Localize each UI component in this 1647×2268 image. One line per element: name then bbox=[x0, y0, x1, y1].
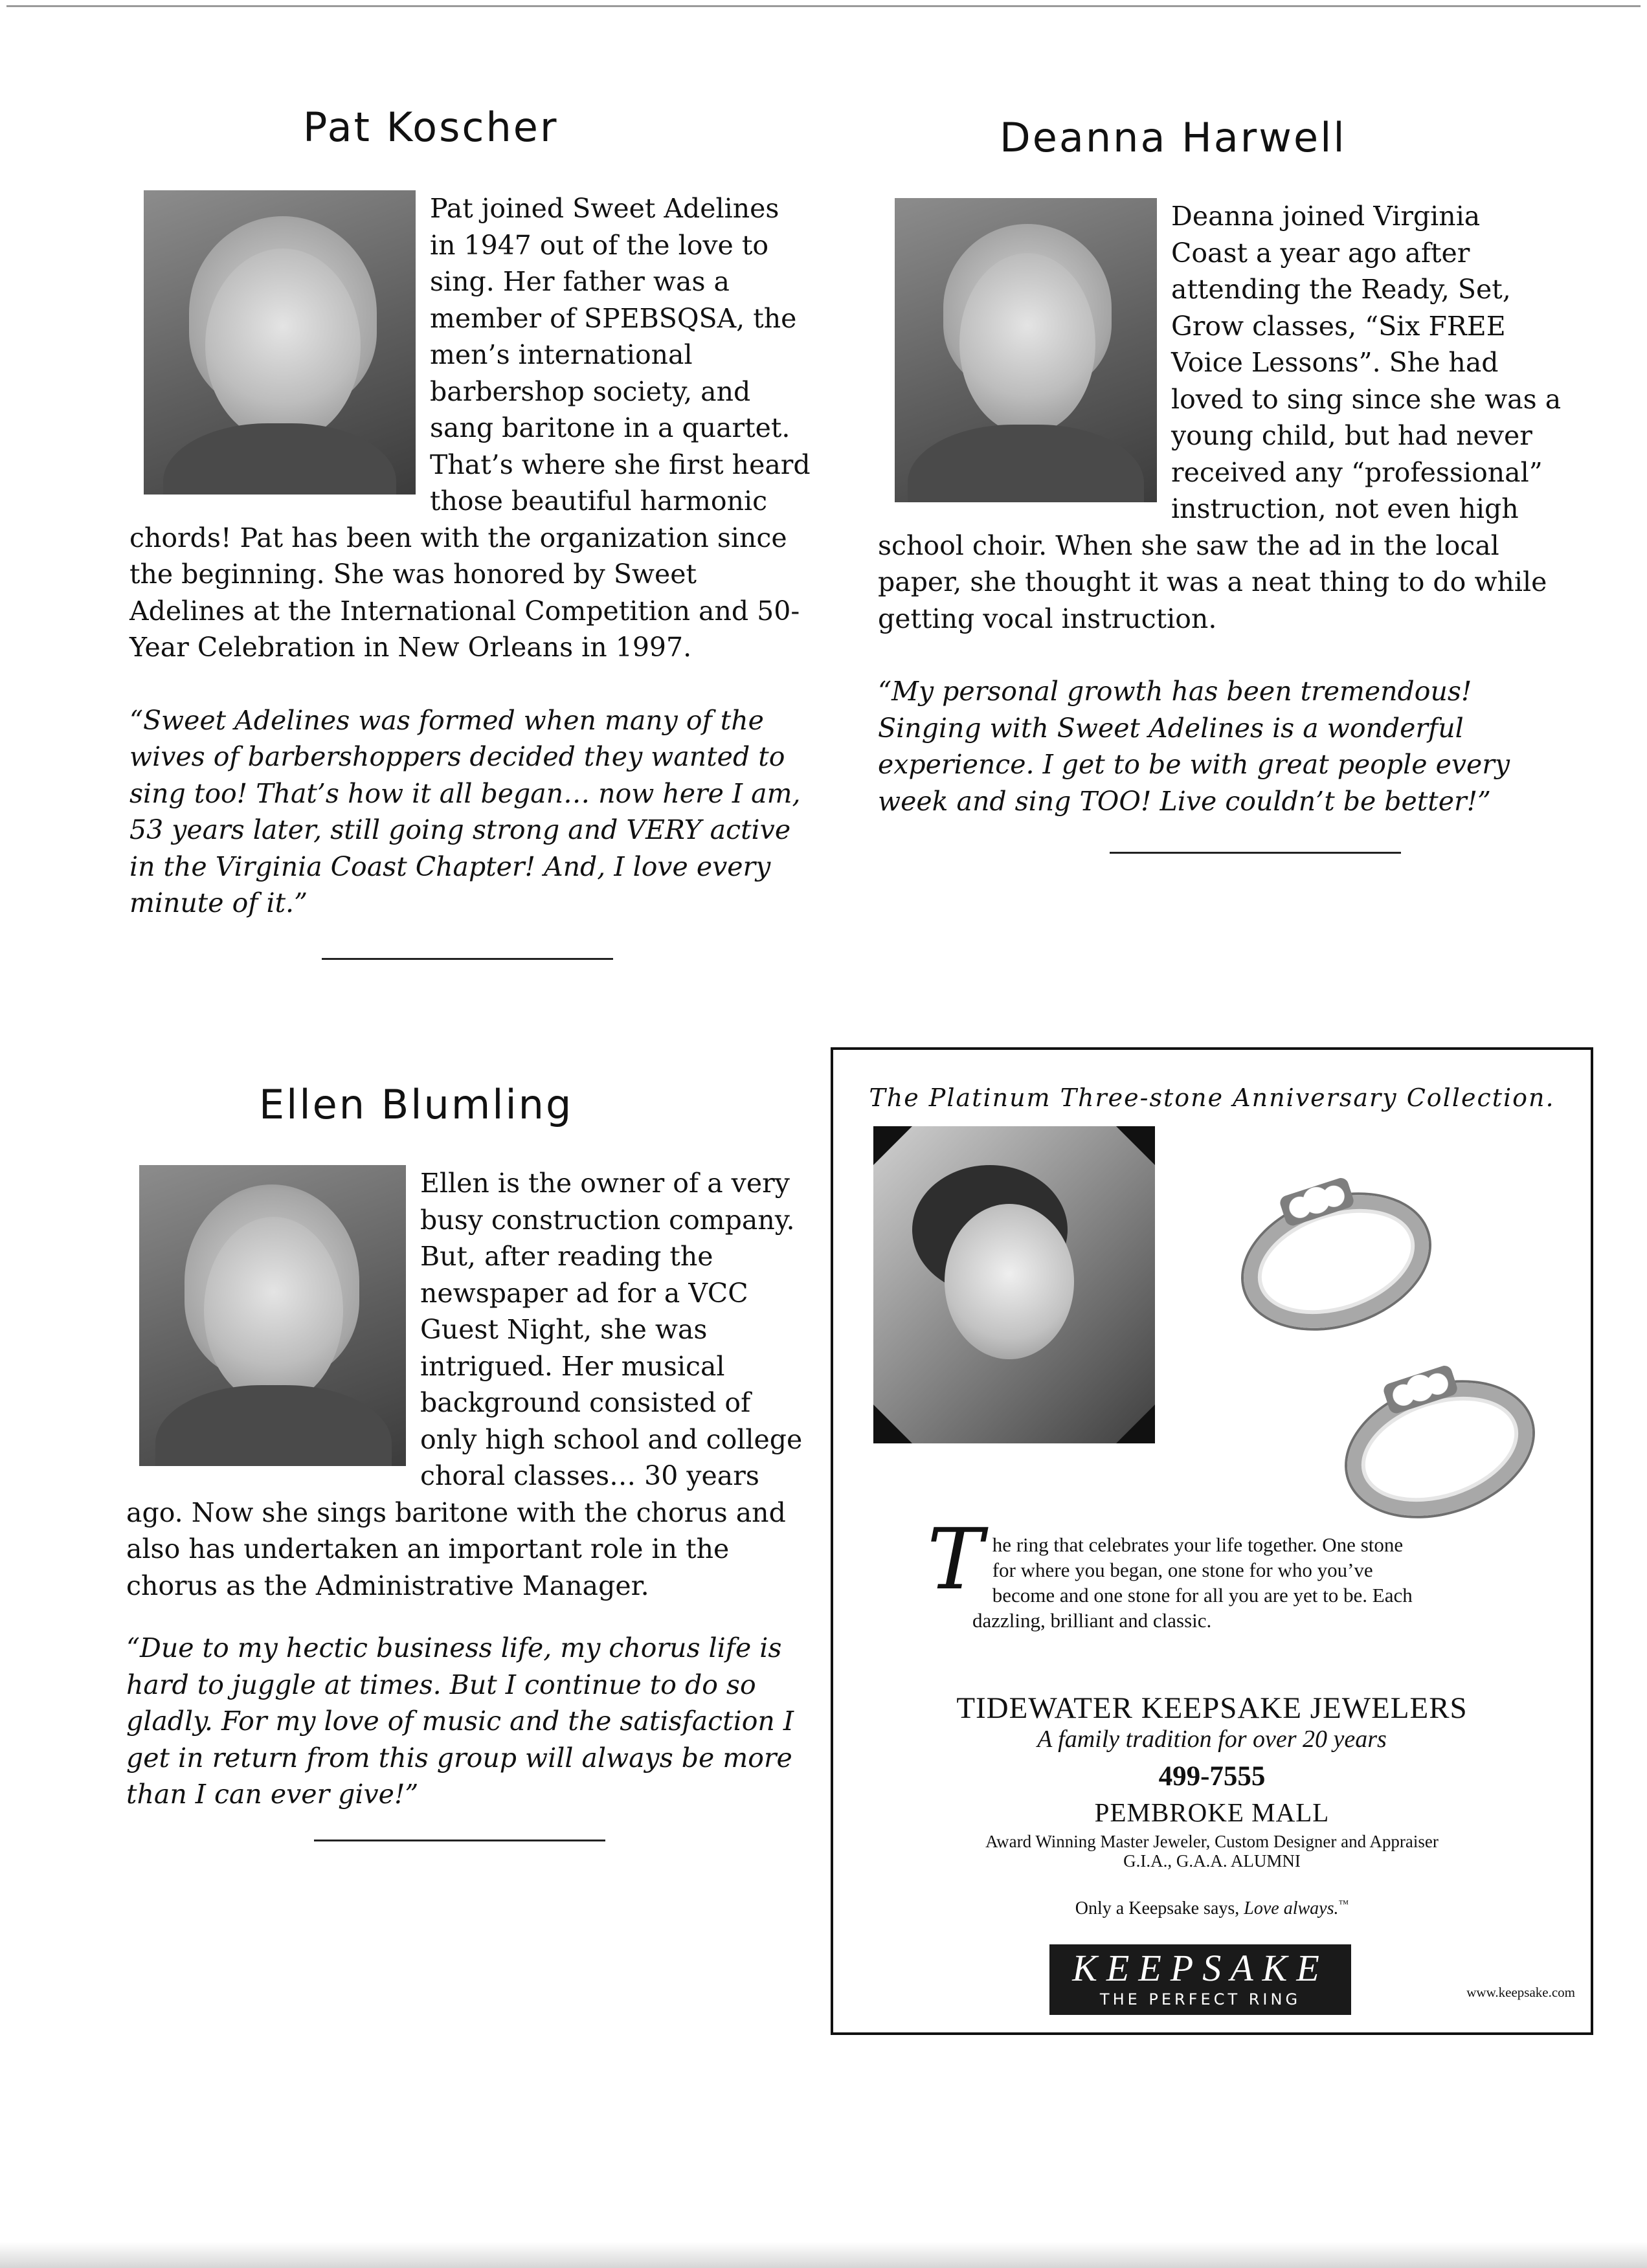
store-location: PEMBROKE MALL bbox=[1094, 1797, 1330, 1827]
profile-name: Ellen Blumling bbox=[259, 1081, 574, 1128]
ring-image-lower bbox=[1330, 1360, 1550, 1538]
website-url: www.keepsake.com bbox=[1466, 1984, 1575, 2000]
portrait-photo bbox=[139, 1165, 406, 1466]
profile-ellen-blumling bbox=[126, 1081, 812, 1858]
store-name: TIDEWATER KEEPSAKE JEWELERS bbox=[956, 1691, 1468, 1725]
store-credentials: Award Winning Master Jeweler, Custom Designer and Appraiser G.I.A., G.A.A. ALUMNI bbox=[985, 1832, 1439, 1871]
profile-bio: Ellen is the owner of a very busy construction company. But, after reading the newspaper ad for a VCC Guest Night, she was intrigued. Her musical background consisted of only high school and college choral classes… 30 years ago. Now she sings baritone with the chorus and also has undertaken an important role in the chorus as the Administrative Manager. bbox=[126, 1168, 803, 1601]
profile-bio: Deanna joined Virginia Coast a year ago after attending the Ready, Set, Grow classes, “Six FREE Voice Lessons”. She had loved to sing since she was a young child, but had never received any “professional” instruction, not even high school choir. When she saw the ad in the local paper, she thought it was a neat thing to do while getting vocal instruction. bbox=[878, 201, 1562, 634]
profile-pat-koscher bbox=[129, 104, 812, 971]
portrait-photo bbox=[895, 198, 1157, 502]
section-divider bbox=[314, 1840, 605, 1841]
ad-dropcap: T bbox=[927, 1510, 983, 1608]
keepsake-logo: KEEPSAKE THE PERFECT RING bbox=[1049, 1944, 1351, 2015]
ad-title: The Platinum Three-stone Anniversary Collection. bbox=[869, 1084, 1555, 1112]
profile-quote: “My personal growth has been tremendous! Singing with Sweet Adelines is a wonderful experience. I get to be with great people every week and sing TOO! Live couldn’t be better!” bbox=[878, 676, 1510, 817]
couple-photo bbox=[873, 1126, 1155, 1443]
profile-quote: “Sweet Adelines was formed when many of the wives of barbershoppers decided they wanted to sing too! That’s how it all began… now here I am, 53 years later, still going strong and VERY active in the Virginia Coast Chapter! And, I love every minute of it.” bbox=[129, 704, 801, 918]
profile-deanna-harwell bbox=[878, 114, 1564, 865]
store-phone: 499-7555 bbox=[1158, 1761, 1266, 1792]
page-bottom-shadow bbox=[0, 2242, 1647, 2268]
top-border-line bbox=[6, 5, 1641, 7]
profile-name: Deanna Harwell bbox=[1000, 114, 1347, 161]
slogan-line: Only a Keepsake says, Love always.™ bbox=[1075, 1898, 1349, 1918]
profile-name: Pat Koscher bbox=[303, 104, 559, 151]
section-divider bbox=[1110, 852, 1401, 854]
profile-quote: “Due to my hectic business life, my chorus life is hard to juggle at times. But I continue to do so gladly. For my love of music and the satisfaction I get in return from this group will always be more than I can ever give!” bbox=[126, 1632, 794, 1810]
profile-bio: Pat joined Sweet Adelines in 1947 out of the love to sing. Her father was a member of SPEBSQSA, the men’s international barbershop society, and sang baritone in a quartet. That’s where she first heard those beautiful harmonic chords! Pat has been with the organization since the beginning. She was honored by Sweet Adelines at the International Competition and 50-Year Celebration in New Orleans in 1997. bbox=[129, 193, 811, 663]
store-tagline: A family tradition for over 20 years bbox=[1037, 1726, 1387, 1753]
ring-image-upper bbox=[1226, 1172, 1446, 1350]
ad-body-text: The ring that celebrates your life together. One stone for where you began, one stone for who you’ve become and one stone for all you are yet to be. Each dazzling, brilliant and classic. bbox=[927, 1510, 1413, 1632]
section-divider bbox=[322, 958, 613, 960]
jewelry-advertisement bbox=[831, 1047, 1593, 2035]
portrait-photo bbox=[144, 190, 416, 495]
